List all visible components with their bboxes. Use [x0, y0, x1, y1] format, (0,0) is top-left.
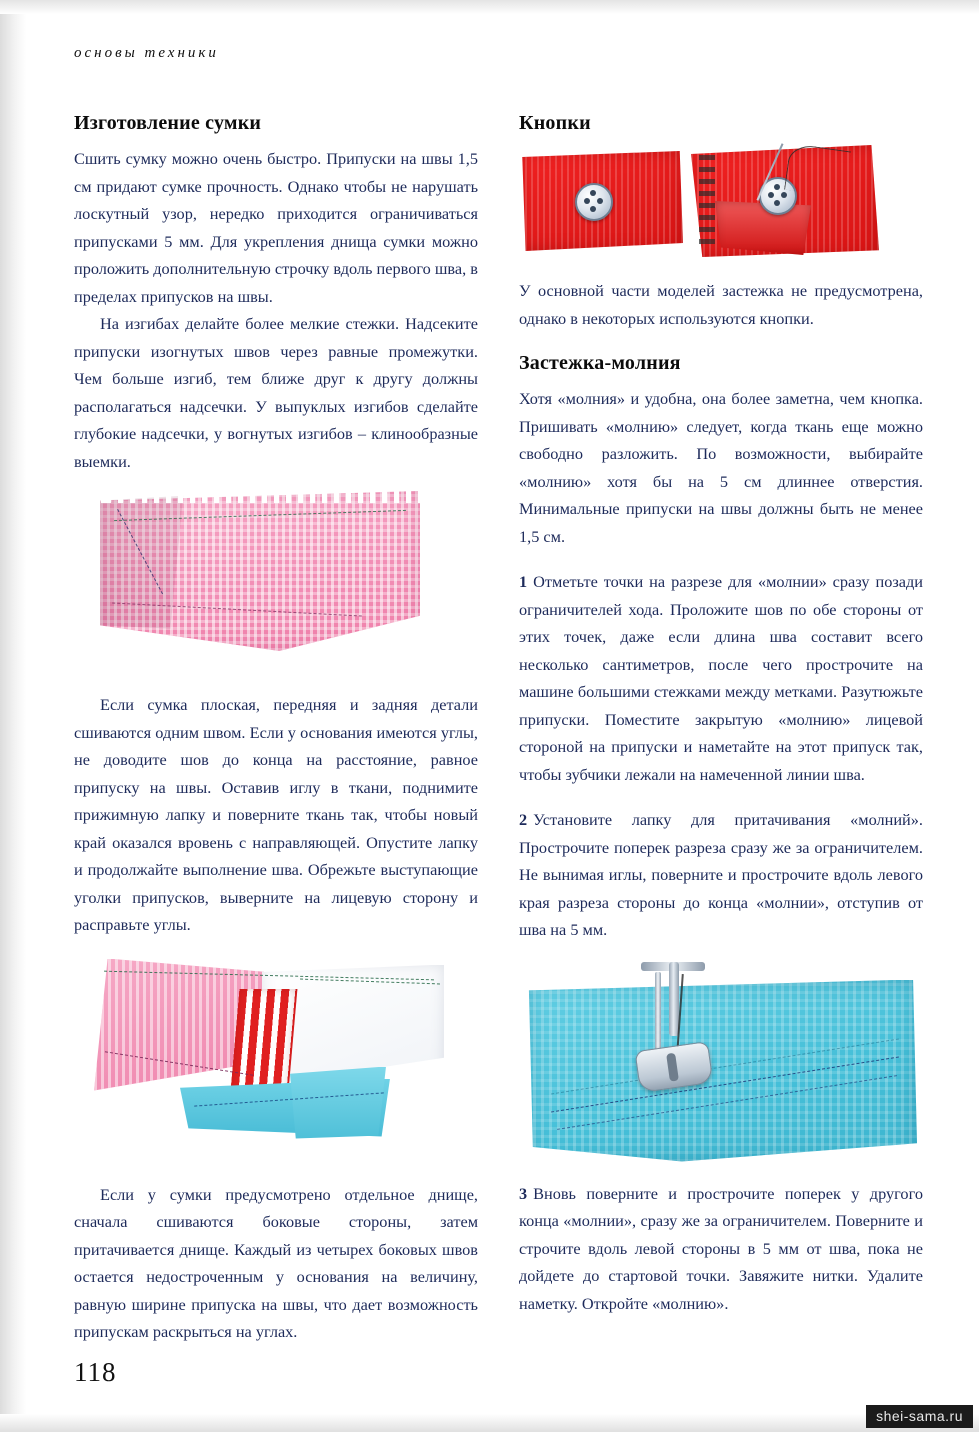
left-column: [74, 112, 478, 1346]
section-heading-zipper: Застежка-молния: [519, 352, 681, 374]
thread-loop: [784, 143, 851, 198]
page-edge-shading-bottom: [0, 1414, 979, 1432]
paragraph-curves: На изгибах делайте более мелкие стежки. Надсеките припуски изогнутых швов через равные промежутки. Чем больше изгиб, тем ближе друг к другу должны располагаться надсечки. У выпуклых изгибов сделайте глубокие надсечки, у вогнутых изгибов – клинообразные выемки.: [74, 314, 478, 471]
page-edge-shading-top: [0, 0, 979, 14]
step-1: [519, 568, 923, 788]
basting-stitch-row: [699, 155, 715, 251]
snap-hole: [597, 198, 603, 204]
step-1-text: Отметьте точки на разрезе для «молнии» сразу позади ограничителей хода. Проложите шов по обе стороны от этих точек, даже если длина шва составит всего несколько сантиметров, после чего прострочите на машине большими стежками между метками. Разутюжьте припуски. Поместите закрытую «молнию» лицевой стороной на припуски и наметайте на этот припуск так, чтобы зубчики лежали на намеченной линии шва.: [519, 572, 923, 784]
paragraph-snaps: У основной части моделей застежка не предусмотрена, однако в некоторых используются кнопки.: [519, 281, 923, 328]
right-column: [519, 112, 923, 1317]
paragraph-flat-bag: Если сумка плоская, передняя и задняя детали сшиваются одним швом. Если у основания имеются углы, не доводите шов до конца на расстояние, равное припуску на швы. Оставив иглу в ткани, поднимите прижимную лапку и поверните ткань так, чтобы новый край оказался вровень с направляющей. Опустите лапку и продолжайте выполнение шва. Обрежьте выступающие уголки припусков, выверните на лицевую сторону и расправьте углы.: [74, 695, 478, 934]
step-2-number: 2: [519, 810, 528, 829]
snap-hole: [584, 198, 590, 204]
snap-button-left: [575, 183, 613, 221]
page-number: 118: [74, 1357, 117, 1387]
red-fabric-folded-flap: [715, 201, 811, 255]
step-2-text: Установите лапку для притачивания «молний». Прострочите поперек разреза сразу же за ограничителем. Не вынимая иглы, поверните и прострочите вдоль левого края разреза стороны до конца «молнии», отступив от шва на 5 мм.: [519, 810, 923, 939]
page-edge-shading-left: [0, 0, 26, 1432]
figure-pink-bag-piece: [100, 491, 420, 669]
snap-hole: [774, 200, 780, 206]
machine-needle-bar: [655, 972, 661, 1058]
pink-fabric-scalloped-edge: [100, 491, 420, 503]
figure-snap-buttons: [519, 145, 879, 263]
snap-hole: [774, 184, 780, 190]
watermark: shei-sama.ru: [866, 1405, 973, 1428]
step-1-number: 1: [519, 572, 528, 591]
section-heading-bag-making: Изготовление сумки: [74, 112, 262, 134]
section-heading-snaps: Кнопки: [519, 112, 591, 134]
paragraph-bag-intro: Сшить сумку можно очень быстро. Припуски на швы 1,5 см придают сумке прочность. Однако чтобы не нарушать лоскутный узор, нередко приходится ограничиваться припусками 5 мм. Для укрепления днища сумки можно проложить дополнительную строчку вдоль первого шва, в пределах припусков на швы.: [74, 149, 478, 306]
figure-zipper-foot: [519, 962, 923, 1172]
step-3-text: Вновь поверните и прострочите поперек у другого конца «молнии», сразу же за ограничителем. Поверните и строчите вдоль левой стороны в 5 мм от шва, пока не дойдете до стартовой точки. Завяжите нитки. Удалите наметку. Откройте «молнию».: [519, 1183, 923, 1313]
corner-cyan-panel-secondary: [290, 1067, 386, 1139]
paragraph-separate-bottom: Если у сумки предусмотрено отдельное днище, сначала сшиваются боковые стороны, затем притачивается днище. Каждый из четырех боковых швов остается недостроченным у основания на величину, равную ширине припуска на швы, что дает возможность припускам раскрыться на углах.: [74, 1184, 478, 1341]
snap-hole: [590, 206, 596, 212]
snap-hole: [768, 192, 774, 198]
running-head: основы техники: [74, 45, 219, 61]
paragraph-zipper-intro: Хотя «молния» и удобна, она более заметна, чем кнопка. Пришивать «молнию» следует, когда ткань еще можно свободно разложить. По возможности, выбирайте «молнию» хотя бы на 5 см длиннее отверстия. Минимальные припуски на швы должны быть не менее 1,5 см.: [519, 389, 923, 546]
snap-hole: [590, 190, 596, 196]
step-3: [519, 1180, 923, 1318]
figure-bag-corner-seam: [94, 959, 446, 1159]
step-2: [519, 806, 923, 944]
blue-fabric-shape: [525, 980, 917, 1162]
step-3-number: 3: [519, 1183, 528, 1203]
snap-hole: [781, 192, 787, 198]
